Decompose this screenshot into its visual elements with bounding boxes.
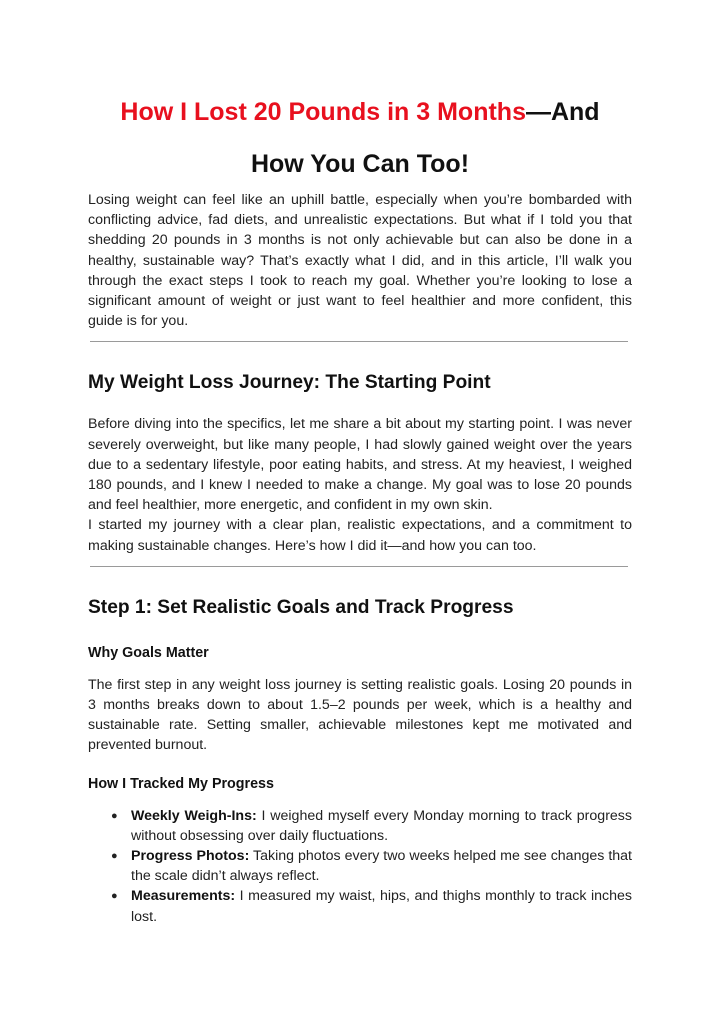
journey-paragraph-1: Before diving into the specifics, let me share a bit about my starting point. I was never severely overweight, but like many people, I had slowly gained weight over the years due to a sedentary lifestyle, poor eating habits, and stress. At my heaviest, I weighed 180 pounds, and I knew I needed to make a change. My goal was to lose 20 pounds and feel healthier, more energetic, and confident in my own skin. [88,416,632,514]
section-divider [90,566,628,567]
tracking-subheading: How I Tracked My Progress [88,775,274,792]
bullet-text: I weighed myself every Monday morning to track progress without obsessing over daily fluctuations. [131,807,632,844]
bullet-label: Measurements: [131,888,236,905]
list-item [88,806,632,846]
title-rest-line1: —And [525,98,600,126]
step1-heading: Step 1: Set Realistic Goals and Track Progress [88,596,514,618]
title-highlight: How I Lost 20 Pounds in 3 Months [120,98,526,126]
goals-paragraph: The first step in any weight loss journey is setting realistic goals. Losing 20 pounds in 3 months breaks down to about 1.5–2 pounds per week, which is a healthy and sustainable rate. Setting smaller, achievable milestones kept me motivated and prevented burnout. [88,676,632,754]
article-title [88,86,632,190]
bullet-icon: ● [111,850,118,863]
list-item [88,846,632,886]
journey-paragraph-2: I started my journey with a clear plan, realistic expectations, and a commitment to making sustainable changes. Here’s how I did it—and how you can too. [88,517,632,554]
bullet-label: Weekly Weigh-Ins: [131,807,257,824]
title-line2: How You Can Too! [250,150,470,178]
section-divider [90,341,628,342]
intro-paragraph: Losing weight can feel like an uphill battle, especially when you’re bombarded with conflicting advice, fad diets, and unrealistic expectations. But what if I told you that shedding 20 pounds in 3 months is not only achievable but can also be done in a healthy, sustainable way? That’s exactly what I did, and in this article, I’ll walk you through the exact steps I took to reach my goal. Whether you’re looking to lose a significant amount of weight or just want to feel healthier and more confident, this guide is for you. [88,192,632,330]
goals-subheading: Why Goals Matter [88,644,209,661]
tracking-list [88,806,632,927]
bullet-text: I measured my waist, hips, and thighs monthly to track inches lost. [131,888,632,925]
bullet-text: Taking photos every two weeks helped me see changes that the scale didn’t always reflect. [131,848,632,885]
bullet-label: Progress Photos: [131,848,250,865]
list-item [88,886,632,926]
journey-heading: My Weight Loss Journey: The Starting Point [88,372,491,394]
bullet-icon: ● [111,890,118,903]
bullet-icon: ● [111,809,118,822]
